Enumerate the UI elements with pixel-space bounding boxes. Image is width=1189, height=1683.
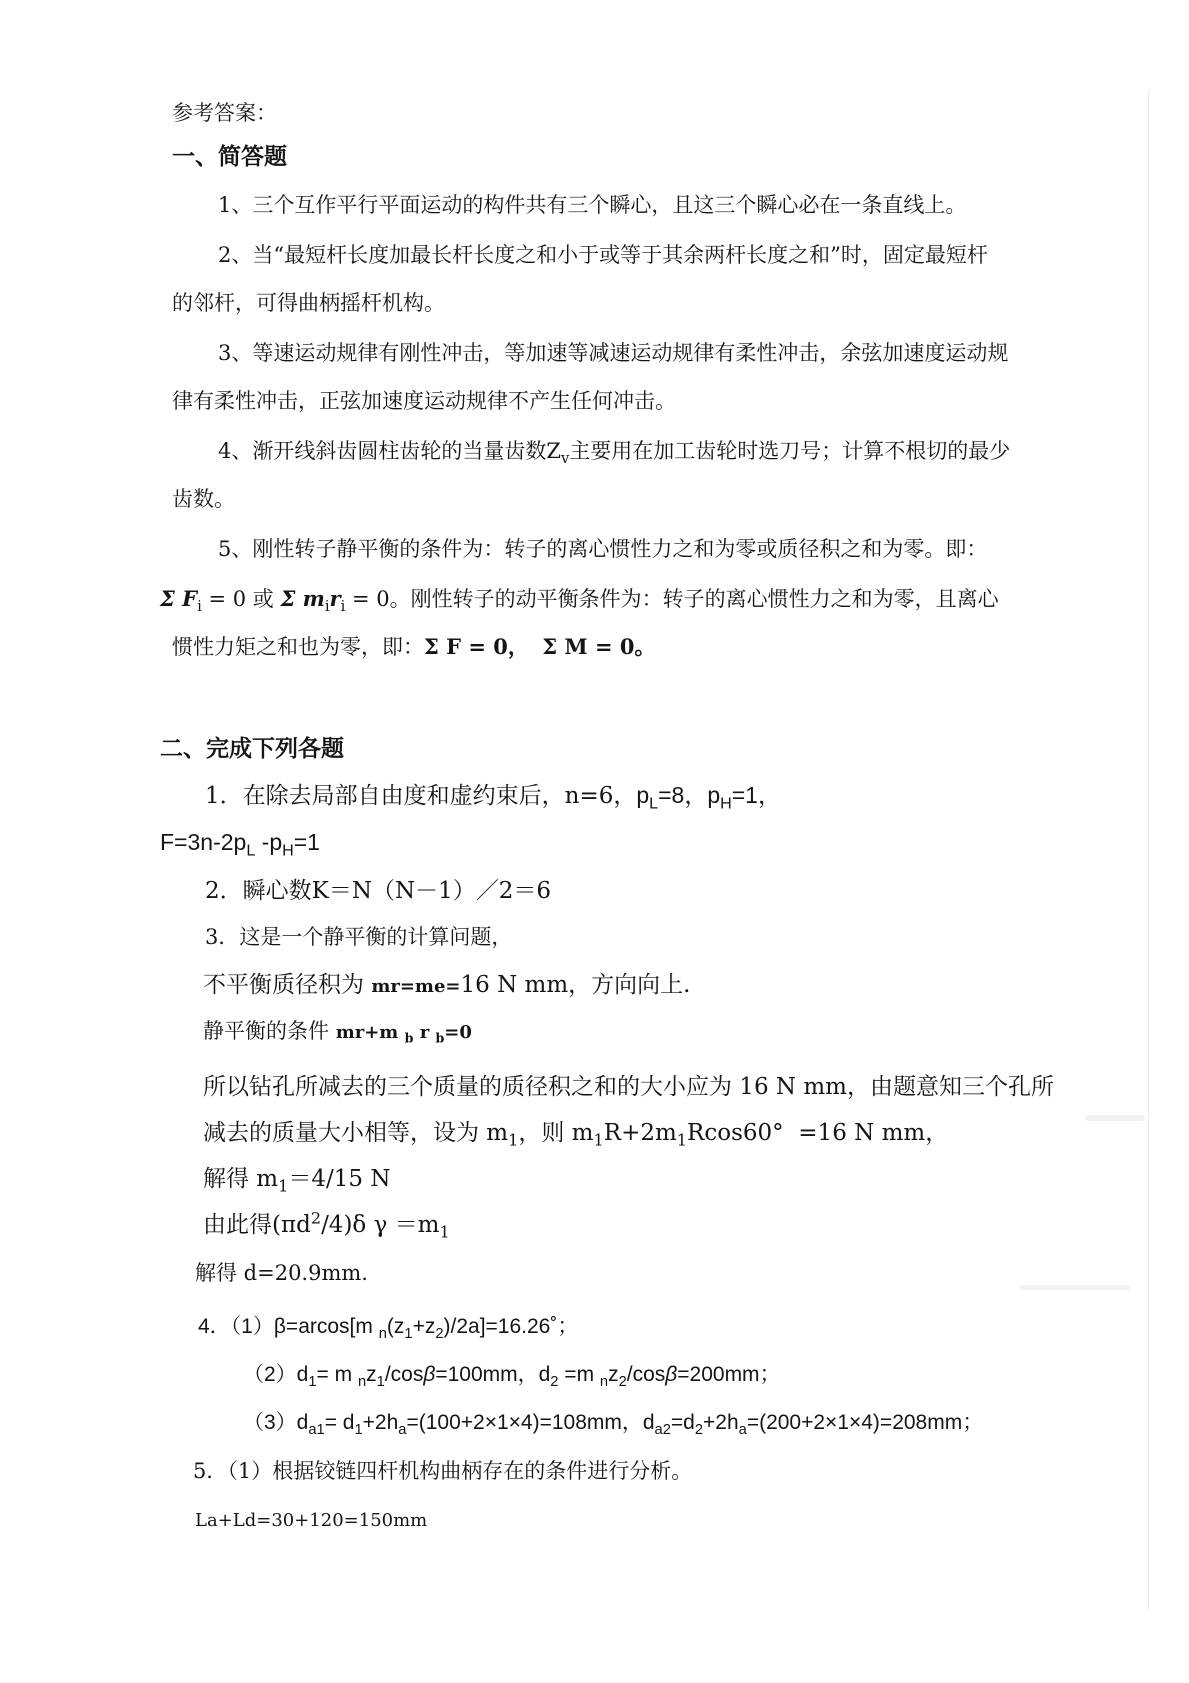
q4-da: （3）d	[243, 1411, 309, 1434]
question-3-title: 3．这是一个静平衡的计算问题，	[205, 925, 513, 949]
formula-sum-mass-radius: Σ m	[280, 586, 325, 611]
question-3-line3: 所以钻孔所减去的三个质量的质径积之和的大小应为 16 N mm，由题意知三个孔所	[203, 1074, 1054, 1100]
answer-5-line2: Σ $F_i = 0$ 或 Σ $m_ir_i = 0$。刚性转子的动平衡条件为：转子的离心惯性力之和为零，且离心	[160, 586, 999, 616]
q4-z: (z	[386, 1315, 405, 1338]
answer-4-line1: 4、渐开线斜齿圆柱齿轮的当量齿数$Z_v$主要用在加工齿轮时选刀号；计算不根切的最少	[218, 439, 1011, 468]
q3-text-c: 16 N mm，方向向上.	[460, 972, 691, 998]
question-3-line2: 静平衡的条件 mr+m $_b$ r $_b$=0	[203, 1019, 472, 1046]
question-4-line1: 4．（1）β=arcos[m $_n(z_1+z_2)/2a]=16.26˚$；	[198, 1315, 579, 1343]
answer-4-text-b: 主要用在加工齿轮时选刀号；计算不根切的最少	[569, 439, 1011, 463]
answer-2-line2: 的邻杆，可得曲柄摇杆机构。	[172, 291, 445, 315]
question-3-line5: 解得 $m_1=4/15$ N	[203, 1166, 391, 1196]
question-3-line1	[203, 970, 690, 1002]
question-3-line4: 减去的质量大小相等，设为 $m_1$，则 $m_1R+2m_1Rcos60^\circ =16$ N mm，	[203, 1120, 949, 1150]
q3-formula-gamma: /4)δ γ ＝m	[321, 1212, 440, 1238]
question-5-line1: 5．（1）根据铰链四杆机构曲柄存在的条件进行分析。	[193, 1459, 693, 1483]
question-1-line1: 1．在除去局部自由度和虚约束后，n=6，$p_L=8$，$p_H=1$，	[205, 782, 781, 813]
answer-1: 1、三个互作平行平面运动的构件共有三个瞬心，且这三个瞬心必在一条直线上。	[218, 193, 967, 217]
q4-d: （2）d	[243, 1363, 309, 1386]
question-1-line2: $F=3n-2p_L$ $-p_H=1$	[160, 829, 320, 860]
answer-5-text-c: 惯性力矩之和也为零，即：	[172, 635, 424, 659]
formula-sum-m: Σ M = 0。	[542, 634, 656, 659]
q3-equal-mass: 减去的质量大小相等，设为 m	[203, 1120, 509, 1146]
q3-solve-m: 解得 m	[203, 1166, 279, 1192]
question-3-line7: 解得 d=20.9mm.	[195, 1261, 368, 1285]
question-4-line3: $(3)d_{a1}= d_1+2h_a=(100+2\times 1\times 4)=108mm$，$d_{a2}=d_2+2h_a=(200+2\times 1\times 4)=208mm$；	[243, 1411, 984, 1439]
q3-mr: mr=me=	[371, 976, 461, 997]
question-4-line2: $(2)d_1= m$ $_nz_1/\cos\beta=100mm$，$d_2 =m$ $_nz_2/\cos\beta=200mm$；	[243, 1363, 781, 1391]
q4-beta: 4．（1）β=arcos[m	[198, 1315, 373, 1338]
question-1-text: 1．在除去局部自由度和虚约束后，n=6，	[205, 783, 637, 809]
scan-smudge	[1020, 1285, 1130, 1290]
page-edge	[1148, 90, 1149, 1610]
q3-text-a: 不平衡质径积为	[203, 972, 364, 998]
question-3-line6: 由此得$(\pi d^2/4)\delta$ $\gamma =m_1$	[203, 1208, 450, 1242]
answer-4-line2: 齿数。	[172, 487, 235, 511]
formula-sum-f: Σ F = 0，	[424, 634, 529, 659]
answer-3-line2: 律有柔性冲击，正弦加速度运动规律不产生任何冲击。	[172, 389, 676, 413]
answer-3-line1: 3、等速运动规律有刚性冲击，等加速等减速运动规律有柔性冲击，余弦加速度运动规	[218, 341, 1009, 365]
q3-then: ，则 m	[518, 1120, 594, 1146]
scan-smudge	[1085, 1115, 1145, 1121]
question-5-line2: La+Ld=30+120=150mm	[195, 1510, 428, 1531]
section2-title: 二、完成下列各题	[160, 735, 344, 762]
q3-static-condition: 静平衡的条件	[203, 1019, 329, 1043]
section1-title: 一、简答题	[172, 143, 287, 170]
answer-5-text-b: 刚性转子的动平衡条件为：转子的离心惯性力之和为零，且离心	[410, 587, 999, 611]
formula-sum-force-value: = 0 或	[201, 587, 274, 611]
q3-formula-d: 由此得(πd	[203, 1212, 311, 1238]
answer-4-text-a: 4、渐开线斜齿圆柱齿轮的当量齿数Z	[218, 439, 561, 463]
answer-5-line3	[172, 632, 656, 662]
answer-5-line1: 5、刚性转子静平衡的条件为：转子的离心惯性力之和为零或质径积之和为零。即：	[218, 537, 988, 561]
question-2: 2．瞬心数K＝N（N－1）／2＝6	[205, 878, 551, 904]
formula-sum-force: Σ F	[160, 586, 198, 611]
formula-sum-mass-radius-value: = 0。	[345, 587, 411, 611]
answer-2-line1: 2、当“最短杆长度加最长杆长度之和小于或等于其余两杆长度之和”时，固定最短杆	[218, 243, 988, 267]
question-1-formula: F=3n-2p	[160, 829, 247, 855]
q3-condition-formula: mr+m	[335, 1022, 399, 1043]
answer-header: 参考答案：	[172, 101, 277, 125]
